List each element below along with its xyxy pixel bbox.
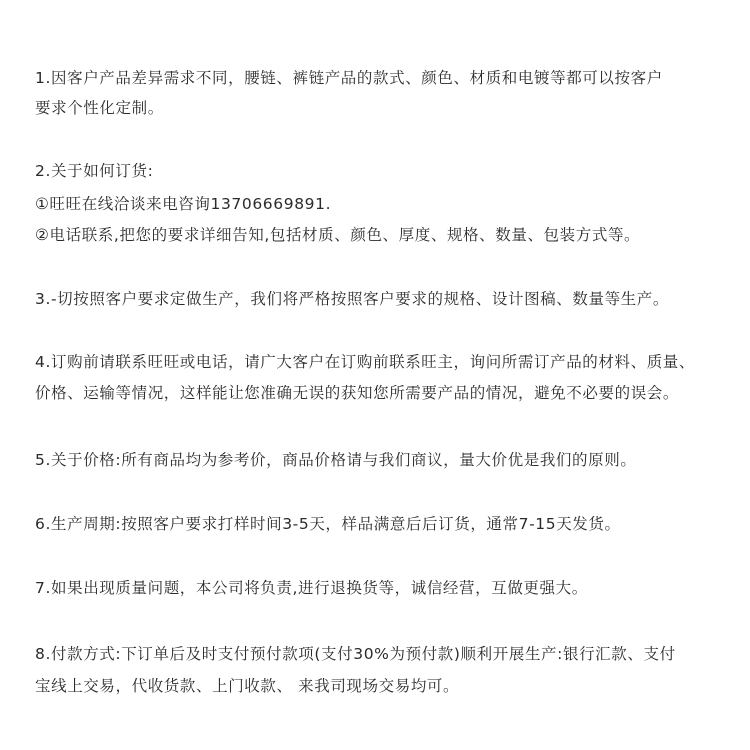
paragraph-4-line-1: 4.订购前请联系旺旺或电话，请广大客户在订购前联系旺主，询问所需订产品的材料、质量、 — [35, 353, 695, 371]
paragraph-2-line-3: ②电话联系,把您的要求详细告知,包括材质、颜色、厚度、规格、数量、包装方式等。 — [35, 226, 641, 244]
paragraph-8-line-1: 8.付款方式:下订单后及时支付预付款项(支付30%为预付款)顺利开展生产:银行汇款、支付 — [35, 645, 676, 663]
paragraph-1-line-2: 要求个性化定制。 — [35, 99, 164, 117]
paragraph-6-line-1: 6.生产周期:按照客户要求打样时间3-5天，样品满意后后订货，通常7-15天发货。 — [35, 515, 621, 533]
paragraph-8-line-2: 宝线上交易，代收货款、上门收款、 来我司现场交易均可。 — [35, 677, 460, 695]
paragraph-2-line-2: ①旺旺在线洽谈来电咨询13706669891. — [35, 195, 332, 213]
paragraph-7-line-1: 7.如果出现质量问题，本公司将负责,进行退换货等，诚信经营，互做更强大。 — [35, 579, 588, 597]
paragraph-1-line-1: 1.因客户产品差异需求不同，腰链、裤链产品的款式、颜色、材质和电镀等都可以按客户 — [35, 69, 663, 87]
paragraph-4-line-2: 价格、运输等情况，这样能让您准确无误的获知您所需要产品的情况，避免不必要的误会。 — [35, 384, 680, 402]
paragraph-2-line-1: 2.关于如何订货: — [35, 162, 154, 180]
paragraph-3-line-1: 3.-切按照客户要求定做生产，我们将严格按照客户要求的规格、设计图稿、数量等生产。 — [35, 290, 669, 308]
paragraph-5-line-1: 5.关于价格:所有商品均为参考价，商品价格请与我们商议，量大价优是我们的原则。 — [35, 451, 637, 469]
